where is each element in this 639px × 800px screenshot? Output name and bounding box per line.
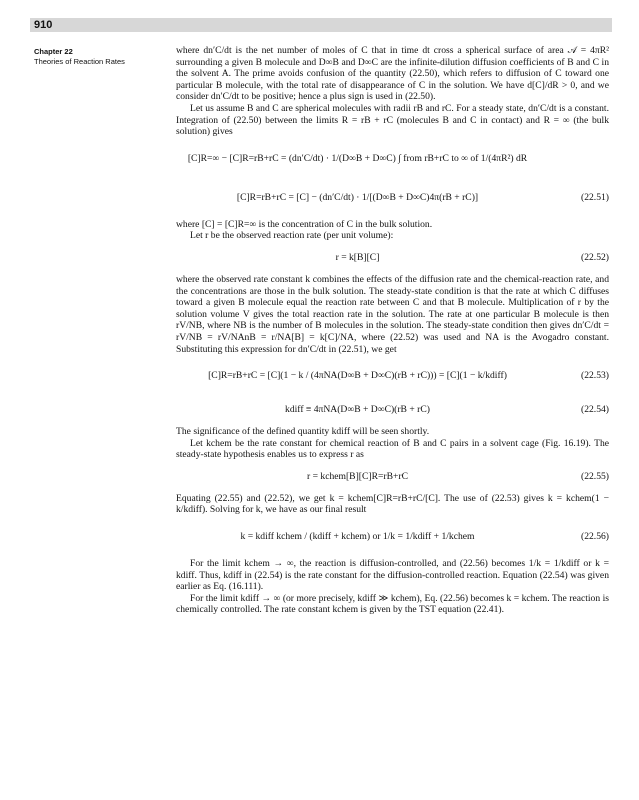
chapter-label: Chapter 22: [34, 47, 73, 56]
paragraph: For the limit kchem → ∞, the reaction is diffusion-controlled, and (22.56) becomes 1/k = 1/kdiff or k = kdiff. Thus, kdiff in (22.54) is the rate constant for the diffusion-controlled reaction. Equation (22.54) was given earlier as Eq. (16.111).: [176, 558, 609, 593]
equation-body: r = k[B][C]: [335, 251, 380, 263]
equation-22-55: [176, 464, 609, 490]
equation-22-52: [176, 245, 609, 271]
equation-22-53: [176, 358, 609, 394]
body-text: [176, 45, 609, 616]
equation-22-54: [176, 397, 609, 423]
equation-number: (22.55): [581, 470, 609, 482]
equation-number: (22.56): [581, 531, 609, 543]
equation-body: [C]R=∞ − [C]R=rB+rC = (dn′C/dt) · 1/(D∞B + D∞C) ∫ from rB+rC to ∞ of 1/(4πR²) dR: [187, 152, 528, 164]
running-head: [34, 47, 174, 66]
paragraph: where dn′C/dt is the net number of moles of C that in time dt cross a spherical surface of area 𝒜 = 4πR² surrounding a given B molecule and D∞B and D∞C are the infinite-dilution diffusion coefficients of B and C in the solvent A. The prime avoids confusion of the quantity (22.50), which refers to diffusion of C toward one particular B molecule, with the total rate of disappearance of C in the solution. We have d[C]/dR > 0, and we consider dn′C/dt to be positive; hence a plus sign is used in (22.50).: [176, 45, 609, 103]
paragraph: Let kchem be the rate constant for chemical reaction of B and C pairs in a solvent cage (Fig. 16.19). The steady-state hypothesis enables us to express r as: [176, 437, 609, 461]
equation-body: k = kdiff kchem / (kdiff + kchem) or 1/k = 1/kdiff + 1/kchem: [240, 531, 475, 543]
equation-22-56: [176, 519, 609, 555]
paragraph: The significance of the defined quantity kdiff will be seen shortly.: [176, 426, 430, 438]
equation-number: (22.53): [581, 370, 609, 382]
equation-body: r = kchem[B][C]R=rB+rC: [307, 470, 408, 482]
equation-body: kdiff ≡ 4πNA(D∞B + D∞C)(rB + rC): [285, 404, 430, 416]
page-number: 910: [34, 19, 53, 31]
equation-number: (22.52): [581, 251, 609, 263]
equation: [176, 141, 609, 177]
equation-number: (22.51): [581, 191, 609, 203]
page-header-bar: [30, 18, 612, 32]
paragraph: Let us assume B and C are spherical molecules with radii rB and rC. For a steady state, dn′C/dt is a constant. Integration of (22.50) between the limits R = rB + rC (molecules B and C in contact) and R = ∞ (the bulk solution) gives: [176, 102, 609, 138]
chapter-title: Theories of Reaction Rates: [34, 56, 125, 66]
paragraph: where the observed rate constant k combines the effects of the diffusion rate and the chemical-reaction rate, and the concentrations are those in the bulk solution. The steady-state condition is that the rate at which C diffuses toward a given B molecule equal the reaction rate between C and that B molecule. Multiplication of r by the solution volume V gives the total reaction rate in the solution. The rate at one particular B molecule is then rV/NB, where NB is the number of B molecules in the solution. The steady-state condition then gives dn′C/dt = rV/NB = rV/NAnB = r/NA[B] = k[C]/NA, where (22.52) was used and NA is the Avogadro constant. Substituting this expression for dn′C/dt in (22.51), we get: [176, 273, 609, 355]
equation-number: (22.54): [581, 404, 609, 416]
paragraph: Equating (22.55) and (22.52), we get k = kchem[C]R=rB+rC/[C]. The use of (22.53) gives k = kchem(1 − k/kdiff). Solving for k, we have as our final result: [176, 492, 609, 516]
equation-22-51: [176, 180, 609, 216]
equation-body: [C]R=rB+rC = [C] − (dn′C/dt) · 1/[(D∞B + D∞C)4π(rB + rC)]: [236, 191, 479, 203]
paragraph: where [C] = [C]R=∞ is the concentration of C in the bulk solution.: [176, 218, 433, 230]
paragraph: Let r be the observed reaction rate (per unit volume):: [190, 230, 394, 242]
equation-body: [C]R=rB+rC = [C](1 − k / (4πNA(D∞B + D∞C)(rB + rC))) = [C](1 − k/kdiff): [208, 370, 507, 382]
paragraph: For the limit kdiff → ∞ (or more precisely, kdiff ≫ kchem), Eq. (22.56) becomes k = kchem. The reaction is chemically controlled. The rate constant kchem is given by the TST equation (22.41).: [176, 592, 609, 616]
